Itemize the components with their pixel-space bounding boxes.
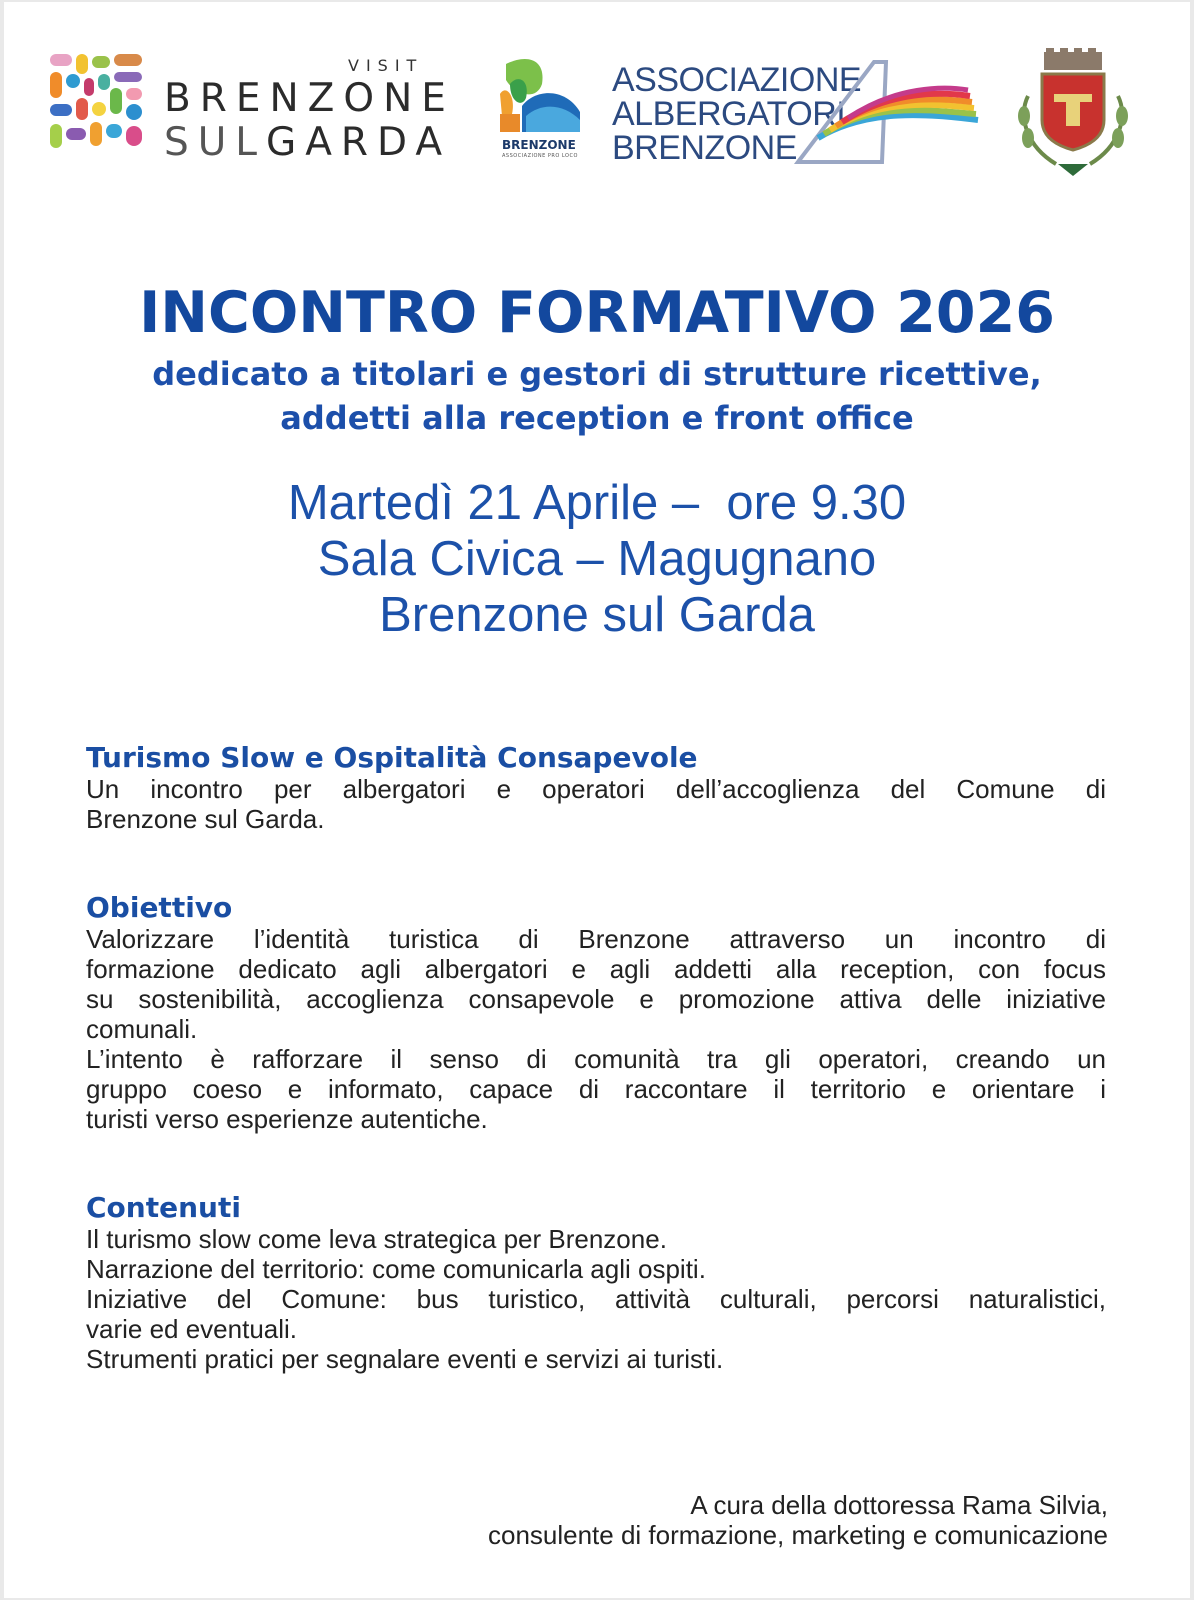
sul-text: SUL	[164, 120, 267, 165]
assoc-line-2: ALBERGATORI	[612, 95, 846, 133]
pro-loco-logo	[496, 54, 586, 166]
text-line: comunali.	[86, 1014, 198, 1044]
text-line: su sostenibilità, accoglienza consapevole e promozione attiva delle iniziative	[86, 984, 1106, 1014]
section-title-obiettivo: Obiettivo	[86, 891, 233, 924]
text-line: gruppo coeso e informato, capace di raccontare il territorio e orientare i	[86, 1074, 1106, 1104]
section-title-turismo: Turismo Slow e Ospitalità Consapevole	[86, 741, 698, 774]
text-line: formazione dedicato agli albergatori e agli addetti alla reception, con focus	[86, 954, 1106, 984]
credit-line-2: consulente di formazione, marketing e comunicazione	[487, 1520, 1108, 1550]
sul-garda-text	[164, 122, 451, 164]
event-town: Brenzone sul Garda	[379, 588, 815, 642]
text-line: Un incontro per albergatori e operatori dell’accoglienza del Comune di	[86, 774, 1106, 804]
section-text-contenuti	[86, 1224, 1106, 1374]
flyer-page	[4, 2, 1190, 1598]
text-line: Iniziative del Comune: bus turistico, attività culturali, percorsi naturalistici,	[86, 1284, 1106, 1314]
section-text-turismo	[86, 774, 1106, 834]
subtitle-line-2: addetti alla reception e front office	[280, 399, 914, 437]
section-text-obiettivo	[86, 924, 1106, 1134]
text-line: Narrazione del territorio: come comunicarla agli ospiti.	[86, 1254, 706, 1284]
text-line: Strumenti pratici per segnalare eventi e servizi ai turisti.	[86, 1344, 724, 1374]
text-line: Brenzone sul Garda.	[86, 804, 325, 834]
associazione-albergatori-logo	[612, 58, 992, 170]
assoc-line-3: BRENZONE	[612, 129, 797, 167]
credit-line-1: A cura della dottoressa Rama Silvia,	[690, 1490, 1108, 1520]
section-title-contenuti: Contenuti	[86, 1191, 241, 1224]
pro-loco-name: BRENZONE	[502, 138, 576, 152]
text-line: turisti verso esperienze autentiche.	[86, 1104, 488, 1134]
crest-icon	[1008, 46, 1138, 186]
text-line: varie ed eventuali.	[86, 1314, 298, 1344]
visit-text: VISIT	[348, 56, 424, 75]
letter-a-swoosh-icon	[788, 58, 988, 170]
visit-brenzone-logo	[48, 52, 458, 165]
subtitle-line-1: dedicato a titolari e gestori di strutture ricettive,	[152, 355, 1042, 393]
event-venue: Sala Civica – Magugnano	[317, 532, 877, 586]
event-date-time: Martedì 21 Aprile – ore 9.30	[287, 476, 907, 530]
text-line: L’intento è rafforzare il senso di comunità tra gli operatori, creando un	[86, 1044, 1106, 1074]
garda-text: GARDA	[266, 120, 452, 165]
logo-bar	[4, 2, 1190, 202]
brenzone-text: BRENZONE	[164, 76, 455, 121]
page-title: INCONTRO FORMATIVO 2026	[139, 280, 1055, 346]
lake-tree-icon	[496, 54, 582, 136]
pro-loco-subtitle: ASSOCIAZIONE PRO LOCO	[502, 153, 578, 159]
colorful-pebbles-icon	[48, 52, 148, 152]
text-line: Valorizzare l’identità turistica di Brenzone attraverso un incontro di	[86, 924, 1106, 954]
municipal-coat-of-arms-icon	[1008, 46, 1138, 186]
text-line: Il turismo slow come leva strategica per Brenzone.	[86, 1224, 667, 1254]
assoc-line-1: ASSOCIAZIONE	[612, 61, 862, 99]
